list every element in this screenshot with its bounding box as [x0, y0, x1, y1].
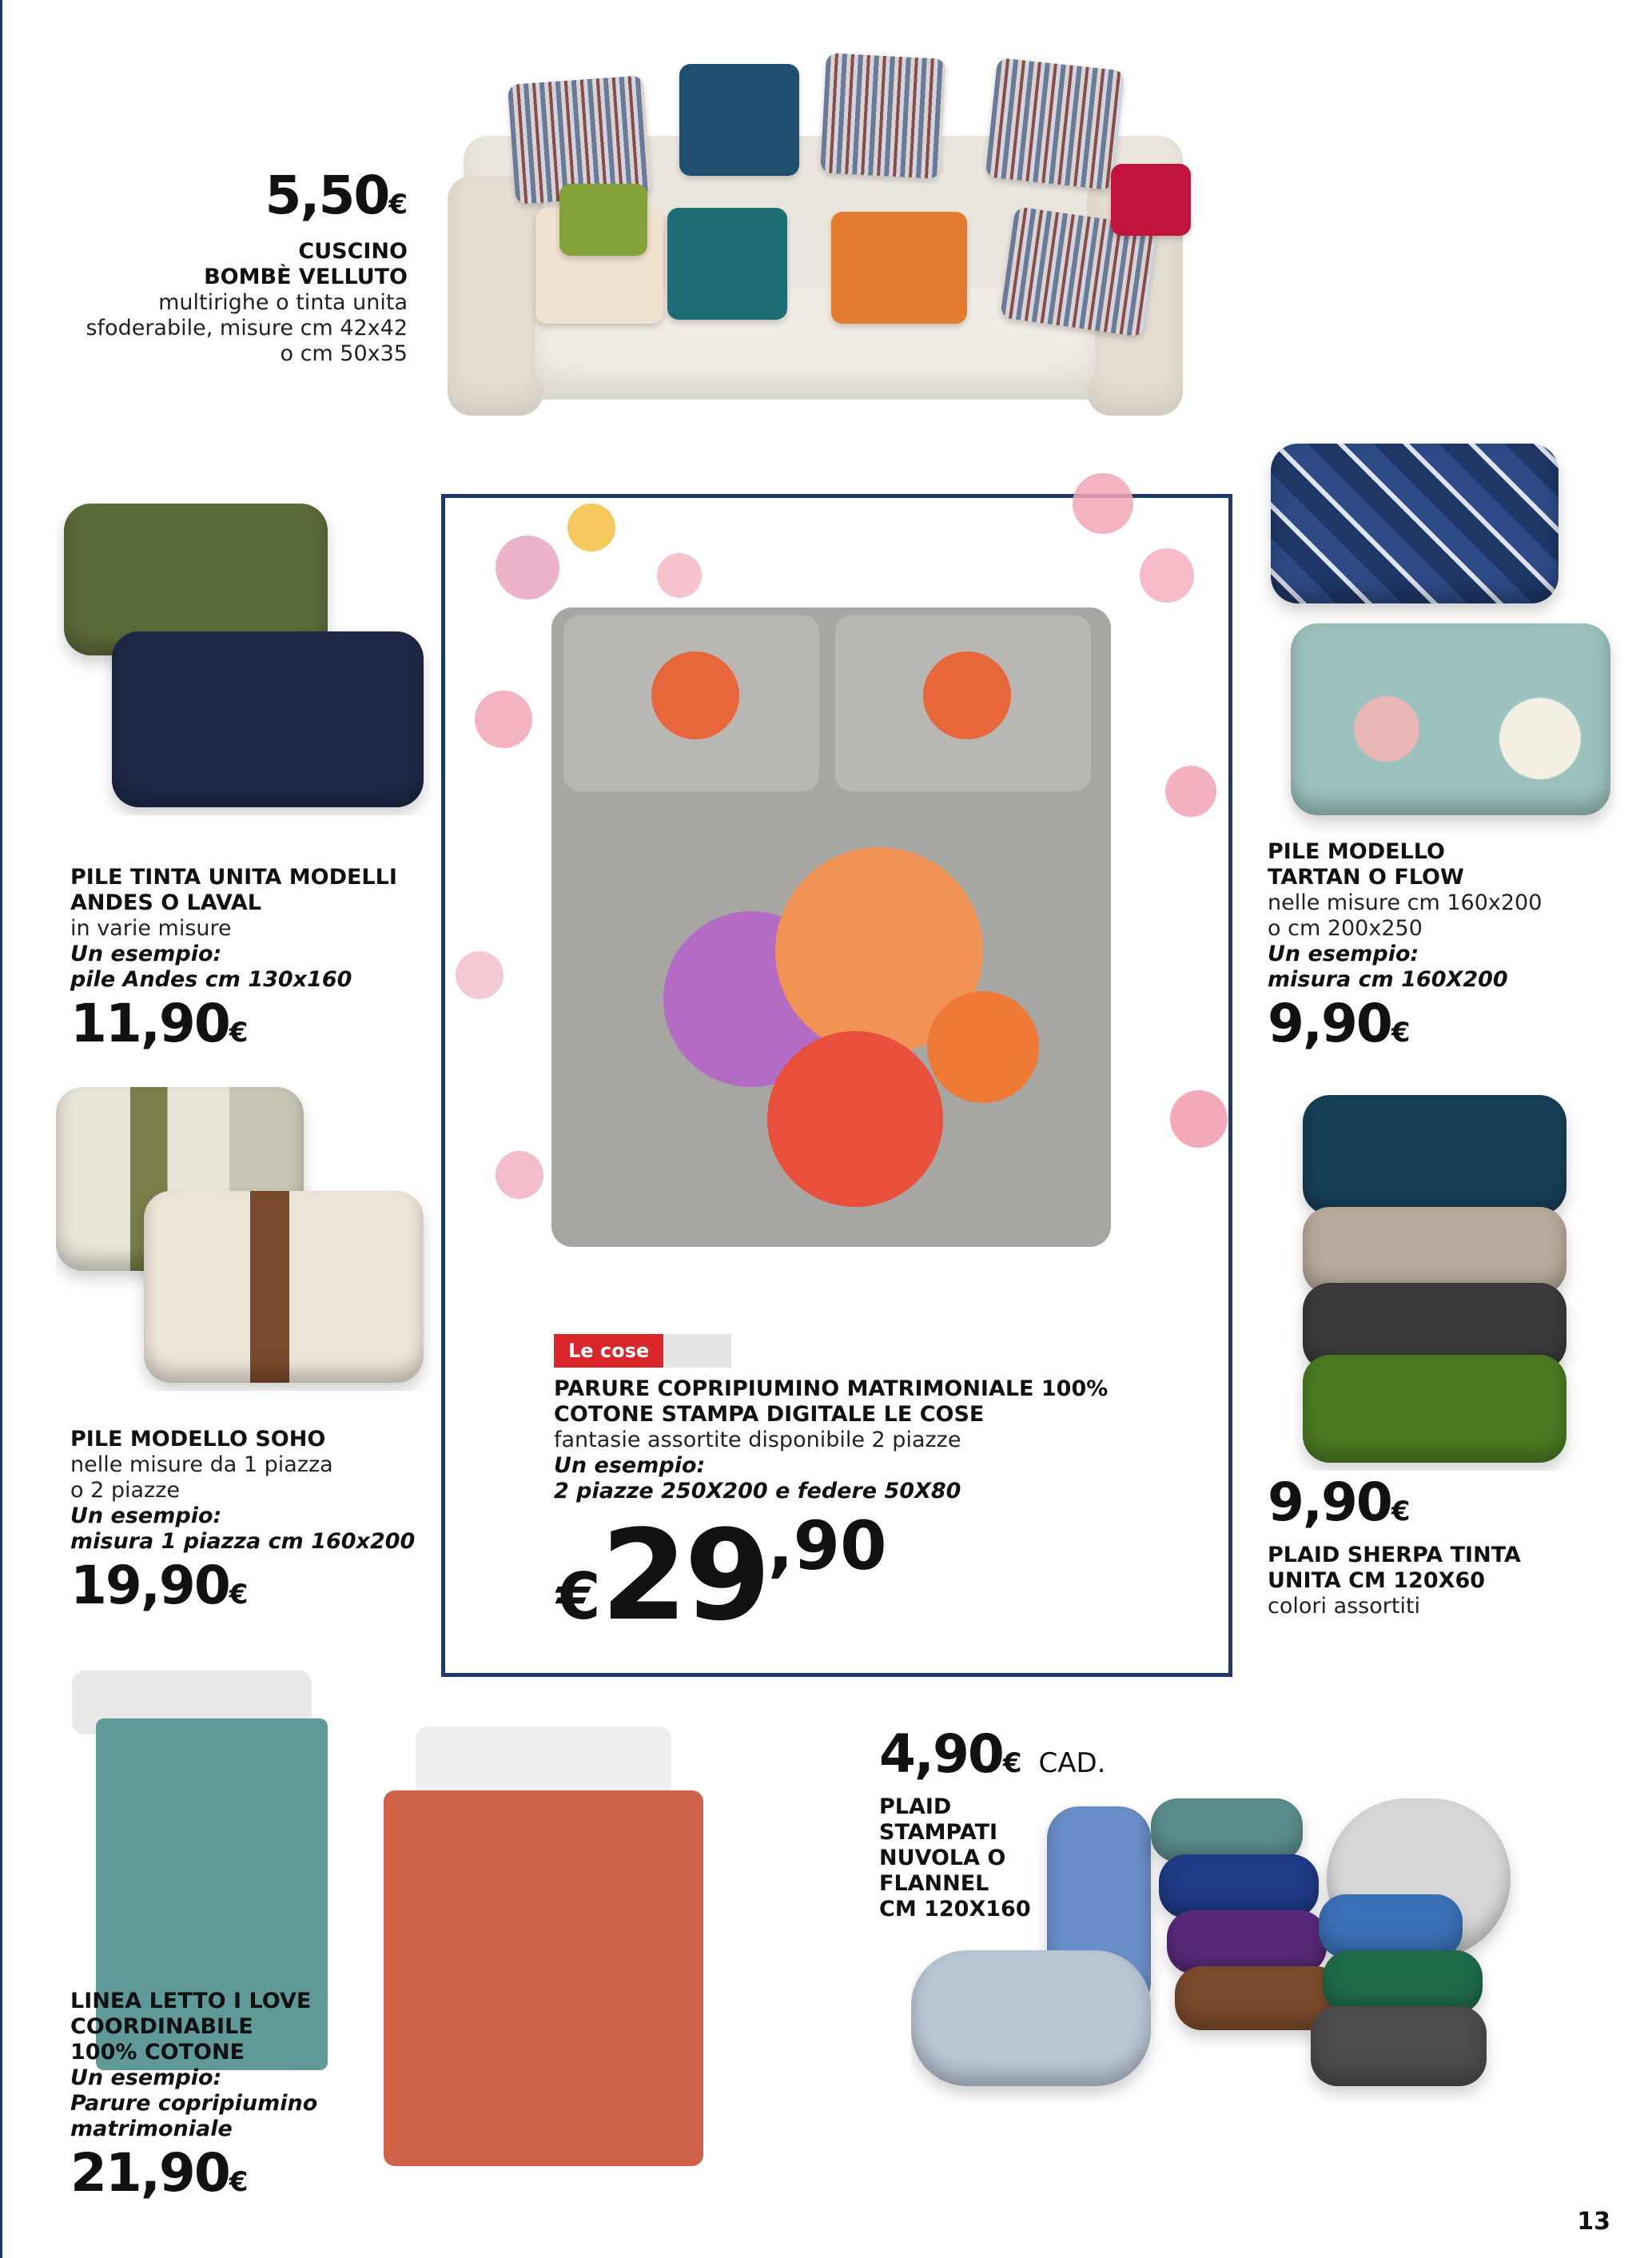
- plaid-sherpa-title: PLAID SHERPA TINTA UNITA CM 120X60: [1268, 1543, 1521, 1593]
- cuscino-price: 5,50€: [265, 165, 408, 226]
- checked-blankets-image: [56, 1071, 432, 1391]
- pile-soho-price: 19,90€: [70, 1555, 249, 1616]
- pile-tartan-title: PILE MODELLO TARTAN O FLOW: [1268, 839, 1464, 890]
- floral-duvet-image: [432, 456, 1239, 1335]
- linea-letto-example: Un esempio: Parure copripiumino matrimoniale: [70, 2065, 318, 2141]
- pile-tartan-price: 9,90€: [1268, 993, 1411, 1054]
- linea-letto-price: 21,90€: [70, 2142, 249, 2204]
- le-cose-brand-badge: [554, 1334, 731, 1368]
- fleece-blankets-image: [56, 496, 432, 815]
- pile-andes-block: [70, 865, 438, 1061]
- plaid-sherpa-block: [1268, 1471, 1619, 1619]
- linea-letto-block: [70, 1989, 390, 2210]
- pile-soho-title: PILE MODELLO SOHO: [70, 1427, 326, 1452]
- cuscino-description: multirighe o tinta unita sfoderabile, misure cm 42x42 o cm 50x35: [86, 290, 408, 366]
- plaid-sherpa-price: 9,90€: [1268, 1471, 1411, 1533]
- parure-title: PARURE COPRIPIUMINO MATRIMONIALE 100% COTONE STAMPA DIGITALE LE COSE: [554, 1376, 1109, 1427]
- pile-soho-description: nelle misure da 1 piazza o 2 piazze: [70, 1452, 333, 1503]
- parure-block: [554, 1376, 1209, 1504]
- pile-andes-price: 11,90€: [70, 993, 249, 1054]
- cuscino-block: [64, 165, 408, 367]
- pile-soho-example: Un esempio: misura 1 piazza cm 160x200: [70, 1503, 416, 1554]
- sherpa-throws-image: [1271, 1087, 1606, 1471]
- parure-example: Un esempio: 2 piazze 250X200 e federe 50X80: [554, 1453, 961, 1503]
- pile-tartan-block: [1268, 839, 1619, 1061]
- plaid-stampati-title: PLAID STAMPATI NUVOLA O FLANNEL CM 120X160: [879, 1794, 1031, 1921]
- cuscino-title: CUSCINO BOMBÈ VELLUTO: [204, 239, 408, 289]
- page-edge-rule: [0, 0, 2, 2258]
- plaid-sherpa-description: colori assortiti: [1268, 1594, 1421, 1619]
- pile-tartan-example: Un esempio: misura cm 160X200: [1268, 942, 1508, 992]
- parure-price: €29,90: [556, 1503, 887, 1648]
- linea-letto-title: LINEA LETTO I LOVE COORDINABILE 100% COTONE: [70, 1989, 312, 2065]
- pile-soho-block: [70, 1427, 438, 1623]
- parure-description: fantasie assortite disponibile 2 piazze: [554, 1428, 961, 1452]
- plaid-stampati-price: 4,90€ CAD.: [879, 1723, 1106, 1785]
- pile-tartan-description: nelle misure cm 160x200 o cm 200x250: [1268, 890, 1543, 941]
- sofa-cushions-image: [448, 48, 1207, 464]
- tartan-floral-blankets-image: [1255, 436, 1630, 835]
- pile-andes-example: Un esempio: pile Andes cm 130x160: [70, 942, 352, 992]
- pile-andes-title: PILE TINTA UNITA MODELLI ANDES O LAVAL: [70, 865, 397, 915]
- printed-plaid-rolls-image: [911, 1790, 1574, 2102]
- brand-label: Le cose: [554, 1334, 663, 1368]
- pile-andes-description: in varie misure: [70, 916, 232, 941]
- page-number: 13: [1577, 2208, 1610, 2236]
